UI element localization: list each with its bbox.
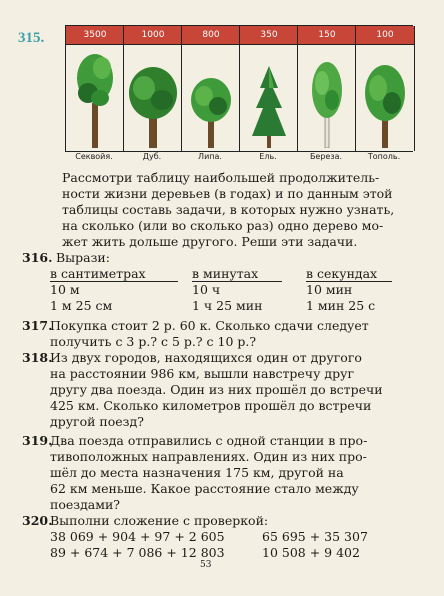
problem-319-line: поездами? xyxy=(50,497,120,512)
sequoia-tree-image xyxy=(66,48,124,148)
conversion-item: 1 мин 25 с xyxy=(306,298,376,313)
conversion-item: 10 ч xyxy=(192,282,221,297)
tree-name: Тополь. xyxy=(367,152,401,161)
problem-317-line: получить с 3 р.? с 5 р.? с 10 р.? xyxy=(50,334,257,349)
tree-years: 800 xyxy=(182,26,240,45)
problem-320-number: 320. xyxy=(22,513,53,528)
problem-315-number: 315. xyxy=(18,30,45,46)
tree-name: Ель. xyxy=(259,152,277,161)
tree-name: Дуб. xyxy=(142,152,162,161)
tree-column-linden xyxy=(181,26,240,151)
conversion-item: 10 м xyxy=(50,282,80,297)
problem-320-intro: Выполни сложение с проверкой: xyxy=(50,513,269,528)
tree-years: 100 xyxy=(356,26,414,45)
tree-column-spruce xyxy=(239,26,298,151)
linden-tree-image xyxy=(182,48,240,148)
problem-318-line: другу два поезда. Один из них прошёл до встречи xyxy=(50,382,383,397)
tree-years: 150 xyxy=(298,26,356,45)
conversion-item: 10 мин xyxy=(306,282,353,297)
problem-318-number: 318. xyxy=(22,350,53,365)
tree-years: 1000 xyxy=(124,26,182,45)
problem-317-number: 317. xyxy=(22,318,53,333)
column-header-centimeters: в сантиметрах xyxy=(50,266,178,282)
oak-tree-image xyxy=(124,48,182,148)
addition-expression: 89 + 674 + 7 086 + 12 803 xyxy=(50,545,225,560)
problem-319-line: тивоположных направлениях. Один из них про- xyxy=(50,449,367,464)
problem-319-line: Два поезда отправились с одной станции в про- xyxy=(50,433,368,448)
problem-319-number: 319. xyxy=(22,433,53,448)
tree-column-sequoia xyxy=(65,26,124,151)
problem-318-line: Из двух городов, находящихся один от другого xyxy=(50,350,362,365)
problem-319-line: шёл до места назначения 175 км, другой на xyxy=(50,465,344,480)
addition-expression: 38 069 + 904 + 97 + 2 605 xyxy=(50,529,225,544)
addition-expression: 10 508 + 9 402 xyxy=(262,545,360,560)
tree-name: Секвойя. xyxy=(75,152,113,161)
page-number: 53 xyxy=(200,560,212,570)
problem-316-number: 316. xyxy=(22,250,53,265)
problem-316-intro: Вырази: xyxy=(56,250,110,265)
column-header-minutes: в минутах xyxy=(192,266,282,282)
poplar-tree-image xyxy=(356,48,414,148)
tree-lifespan-table xyxy=(65,25,413,152)
tree-name: Липа. xyxy=(198,152,222,161)
tree-column-poplar xyxy=(355,26,415,151)
problem-315-line: Рассмотри таблицу наибольшей продолжитель- xyxy=(62,170,380,185)
problem-317-line: Покупка стоит 2 р. 60 к. Сколько сдачи следует xyxy=(50,318,369,333)
problem-318-line: другой поезд? xyxy=(50,414,144,429)
problem-315-line: на сколько (или во сколько раз) одно дерево мо- xyxy=(62,218,384,233)
problem-315-line: таблицы составь задачи, в которых нужно узнать, xyxy=(62,202,395,217)
problem-318-line: на расстоянии 986 км, вышли навстречу друг xyxy=(50,366,355,381)
problem-318-line: 425 км. Сколько километров прошёл до встречи xyxy=(50,398,372,413)
conversion-item: 1 ч 25 мин xyxy=(192,298,263,313)
tree-column-oak xyxy=(123,26,182,151)
tree-years: 3500 xyxy=(66,26,124,45)
tree-name: Береза. xyxy=(309,152,343,161)
column-header-seconds: в секундах xyxy=(306,266,392,282)
tree-column-birch xyxy=(297,26,356,151)
birch-tree-image xyxy=(298,48,356,148)
spruce-tree-image xyxy=(240,48,298,148)
conversion-item: 1 м 25 см xyxy=(50,298,113,313)
problem-319-line: 62 км меньше. Какое расстояние стало между xyxy=(50,481,359,496)
tree-years: 350 xyxy=(240,26,298,45)
problem-315-line: ности жизни деревьев (в годах) и по данным этой xyxy=(62,186,393,201)
addition-expression: 65 695 + 35 307 xyxy=(262,529,368,544)
problem-315-line: жет жить дольше другого. Реши эти задачи. xyxy=(62,234,358,249)
